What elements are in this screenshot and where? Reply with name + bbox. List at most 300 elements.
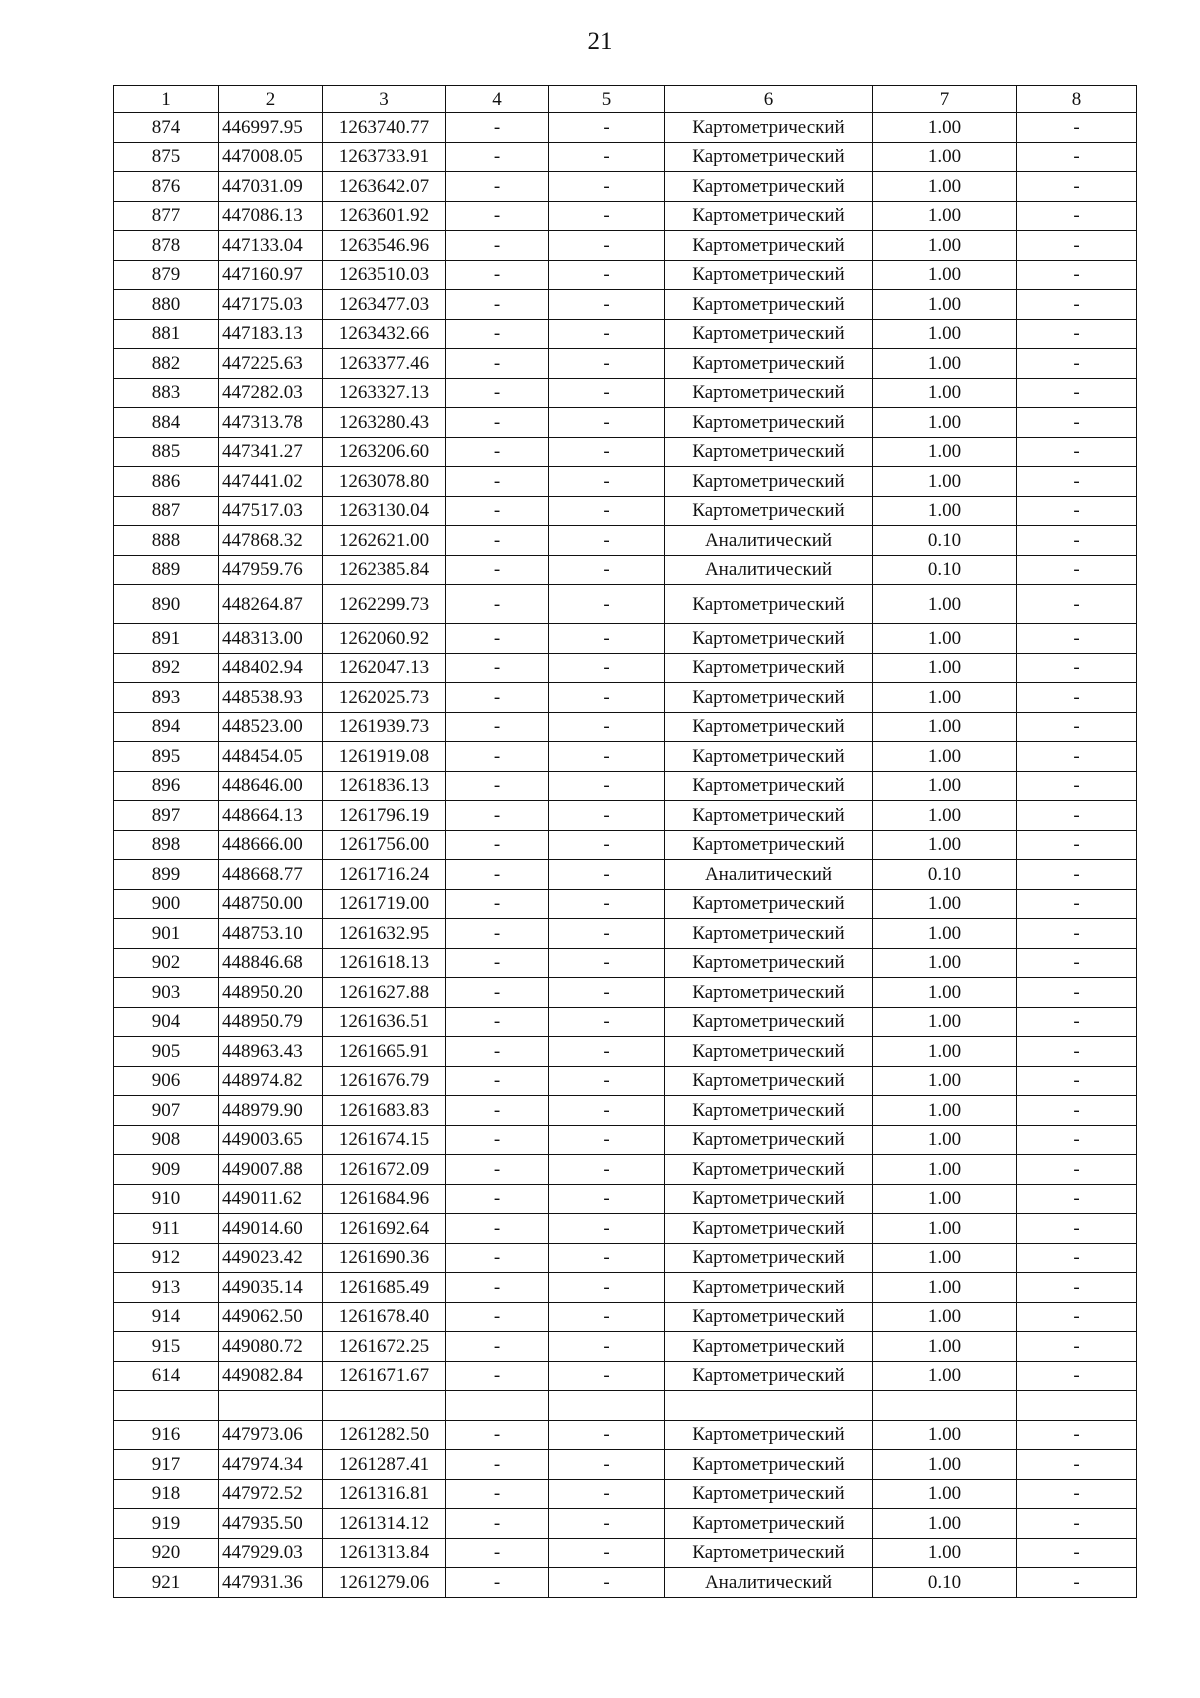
cell-col-4: - (446, 349, 549, 379)
cell-coord-x: 448974.82 (219, 1066, 323, 1096)
cell-col-5: - (549, 349, 665, 379)
table-row (114, 1450, 1137, 1480)
cell-coord-x: 447160.97 (219, 260, 323, 290)
cell-method: Картометрический (665, 1332, 873, 1362)
cell-col-8: - (1017, 142, 1137, 172)
cell-coord-x: 447959.76 (219, 555, 323, 585)
cell-point-number: 891 (114, 624, 219, 654)
cell-coord-x: 448454.05 (219, 742, 323, 772)
cell-col-4: - (446, 1361, 549, 1391)
cell-method: Картометрический (665, 496, 873, 526)
cell-coord-y: 1263601.92 (323, 201, 446, 231)
cell-col-5: - (549, 1007, 665, 1037)
cell-method: Аналитический (665, 526, 873, 556)
cell-col-5: - (549, 201, 665, 231)
cell-coord-x: 448950.79 (219, 1007, 323, 1037)
cell-accuracy: 1.00 (873, 1332, 1017, 1362)
cell-accuracy: 1.00 (873, 378, 1017, 408)
cell-accuracy: 1.00 (873, 1214, 1017, 1244)
cell-coord-x: 446997.95 (219, 113, 323, 143)
cell-col-4: - (446, 555, 549, 585)
cell-col-8: - (1017, 1066, 1137, 1096)
cell-point-number: 896 (114, 771, 219, 801)
cell-col-8: - (1017, 319, 1137, 349)
cell-method: Картометрический (665, 349, 873, 379)
cell-col-4: - (446, 889, 549, 919)
cell-col-8: - (1017, 1037, 1137, 1067)
cell-coord-x: 449023.42 (219, 1243, 323, 1273)
cell-col-5: - (549, 771, 665, 801)
cell-coord-y: 1263078.80 (323, 467, 446, 497)
cell-col-5: - (549, 1420, 665, 1450)
cell-point-number: 879 (114, 260, 219, 290)
table-row (114, 919, 1137, 949)
cell-coord-y: 1263130.04 (323, 496, 446, 526)
cell-coord-x: 447086.13 (219, 201, 323, 231)
cell-col-8: - (1017, 290, 1137, 320)
cell-accuracy: 1.00 (873, 712, 1017, 742)
cell-accuracy: 1.00 (873, 260, 1017, 290)
cell-method: Картометрический (665, 1273, 873, 1303)
cell-coord-x: 448664.13 (219, 801, 323, 831)
cell-col-5: - (549, 1273, 665, 1303)
cell-coord-x: 448313.00 (219, 624, 323, 654)
table-row (114, 172, 1137, 202)
cell-method: Аналитический (665, 860, 873, 890)
cell-accuracy: 1.00 (873, 467, 1017, 497)
cell-col-8: - (1017, 1184, 1137, 1214)
cell-col-4: - (446, 1066, 549, 1096)
cell-point-number: 877 (114, 201, 219, 231)
cell-accuracy: 1.00 (873, 624, 1017, 654)
table-body (114, 113, 1137, 1598)
cell-coord-x: 448402.94 (219, 653, 323, 683)
cell-col-4: - (446, 1420, 549, 1450)
cell-accuracy: 1.00 (873, 172, 1017, 202)
cell-method: Картометрический (665, 653, 873, 683)
cell-col-8: - (1017, 1332, 1137, 1362)
cell-method: Картометрический (665, 319, 873, 349)
cell-coord-x: 447225.63 (219, 349, 323, 379)
cell-col-5: - (549, 1302, 665, 1332)
cell-point-number: 895 (114, 742, 219, 772)
table-row (114, 683, 1137, 713)
cell-col-5: - (549, 1479, 665, 1509)
cell-col-5: - (549, 1450, 665, 1480)
table-row (114, 624, 1137, 654)
cell-coord-y: 1262621.00 (323, 526, 446, 556)
table-row (114, 1420, 1137, 1450)
cell-coord-y: 1261678.40 (323, 1302, 446, 1332)
cell-coord-x: 448666.00 (219, 830, 323, 860)
cell-col-5: - (549, 1509, 665, 1539)
cell-coord-y: 1261636.51 (323, 1007, 446, 1037)
cell-col-8: - (1017, 1125, 1137, 1155)
cell-col-4: - (446, 653, 549, 683)
cell-coord-y: 1261313.84 (323, 1538, 446, 1568)
cell-col-4: - (446, 172, 549, 202)
coordinates-table (113, 85, 1137, 1598)
cell-col-8: - (1017, 1273, 1137, 1303)
table-row (114, 1037, 1137, 1067)
cell-coord-y: 1261919.08 (323, 742, 446, 772)
cell-coord-y: 1261618.13 (323, 948, 446, 978)
cell-method: Картометрический (665, 1184, 873, 1214)
cell-col-4: - (446, 624, 549, 654)
cell-accuracy: 1.00 (873, 319, 1017, 349)
table-row (114, 319, 1137, 349)
cell-method: Картометрический (665, 1214, 873, 1244)
cell-coord-y: 1263432.66 (323, 319, 446, 349)
cell-coord-x: 448750.00 (219, 889, 323, 919)
cell-col-5: - (549, 260, 665, 290)
cell-point-number: 911 (114, 1214, 219, 1244)
cell-col-5: - (549, 1125, 665, 1155)
cell-coord-x: 447031.09 (219, 172, 323, 202)
cell-point-number: 916 (114, 1420, 219, 1450)
table-row (114, 201, 1137, 231)
table-header-row (114, 86, 1137, 113)
table-row (114, 1538, 1137, 1568)
cell-coord-y: 1261692.64 (323, 1214, 446, 1244)
cell-accuracy: 1.00 (873, 113, 1017, 143)
cell-coord-x (219, 1391, 323, 1421)
cell-col-5: - (549, 437, 665, 467)
cell-col-5: - (549, 1214, 665, 1244)
cell-col-4: - (446, 860, 549, 890)
cell-col-5: - (549, 683, 665, 713)
cell-method: Аналитический (665, 1568, 873, 1598)
cell-point-number: 893 (114, 683, 219, 713)
cell-method: Картометрический (665, 771, 873, 801)
cell-col-8: - (1017, 1214, 1137, 1244)
cell-col-4: - (446, 260, 549, 290)
table-row (114, 526, 1137, 556)
cell-col-4: - (446, 771, 549, 801)
cell-col-8: - (1017, 349, 1137, 379)
cell-col-4: - (446, 830, 549, 860)
cell-col-8: - (1017, 201, 1137, 231)
cell-col-4: - (446, 1037, 549, 1067)
cell-coord-y: 1261672.09 (323, 1155, 446, 1185)
table-row (114, 860, 1137, 890)
cell-accuracy: 1.00 (873, 1066, 1017, 1096)
cell-col-8: - (1017, 1538, 1137, 1568)
table-row (114, 1479, 1137, 1509)
cell-coord-y: 1263733.91 (323, 142, 446, 172)
cell-coord-x: 447341.27 (219, 437, 323, 467)
cell-method: Картометрический (665, 889, 873, 919)
cell-coord-x: 448979.90 (219, 1096, 323, 1126)
cell-accuracy: 1.00 (873, 889, 1017, 919)
cell-point-number: 903 (114, 978, 219, 1008)
cell-method: Картометрический (665, 948, 873, 978)
cell-col-5: - (549, 1037, 665, 1067)
column-header-8: 8 (1017, 86, 1137, 113)
cell-method: Картометрический (665, 231, 873, 261)
cell-col-4: - (446, 1509, 549, 1539)
cell-coord-y: 1262299.73 (323, 585, 446, 624)
cell-method: Картометрический (665, 1155, 873, 1185)
cell-col-4: - (446, 231, 549, 261)
cell-method: Картометрический (665, 467, 873, 497)
cell-accuracy: 1.00 (873, 201, 1017, 231)
table-row (114, 1125, 1137, 1155)
cell-method: Картометрический (665, 1450, 873, 1480)
cell-coord-x: 448538.93 (219, 683, 323, 713)
cell-col-4: - (446, 919, 549, 949)
cell-col-4: - (446, 408, 549, 438)
cell-coord-x: 447973.06 (219, 1420, 323, 1450)
cell-method: Картометрический (665, 742, 873, 772)
cell-accuracy: 1.00 (873, 349, 1017, 379)
cell-accuracy: 1.00 (873, 496, 1017, 526)
cell-col-5: - (549, 319, 665, 349)
cell-coord-y: 1263546.96 (323, 231, 446, 261)
cell-col-5: - (549, 1568, 665, 1598)
cell-col-5: - (549, 231, 665, 261)
cell-coord-y: 1261796.19 (323, 801, 446, 831)
cell-point-number: 919 (114, 1509, 219, 1539)
cell-accuracy: 1.00 (873, 1450, 1017, 1480)
cell-coord-x: 447175.03 (219, 290, 323, 320)
cell-col-4: - (446, 290, 549, 320)
cell-accuracy: 1.00 (873, 653, 1017, 683)
cell-method: Картометрический (665, 978, 873, 1008)
cell-col-5: - (549, 624, 665, 654)
cell-coord-y: 1263280.43 (323, 408, 446, 438)
cell-col-8: - (1017, 978, 1137, 1008)
cell-accuracy: 0.10 (873, 860, 1017, 890)
cell-accuracy: 1.00 (873, 1361, 1017, 1391)
cell-col-8 (1017, 1391, 1137, 1421)
cell-col-4: - (446, 585, 549, 624)
cell-col-8: - (1017, 1479, 1137, 1509)
cell-method: Картометрический (665, 624, 873, 654)
table-row (114, 260, 1137, 290)
cell-coord-x: 447929.03 (219, 1538, 323, 1568)
cell-coord-y: 1261716.24 (323, 860, 446, 890)
cell-point-number: 894 (114, 712, 219, 742)
cell-method: Картометрический (665, 585, 873, 624)
cell-coord-y: 1262025.73 (323, 683, 446, 713)
cell-col-4: - (446, 142, 549, 172)
table-row (114, 378, 1137, 408)
cell-point-number: 917 (114, 1450, 219, 1480)
cell-col-5: - (549, 378, 665, 408)
cell-col-8: - (1017, 231, 1137, 261)
cell-point-number: 899 (114, 860, 219, 890)
table-row (114, 830, 1137, 860)
table-row (114, 1096, 1137, 1126)
cell-coord-x: 449007.88 (219, 1155, 323, 1185)
cell-accuracy: 0.10 (873, 555, 1017, 585)
cell-coord-x: 449080.72 (219, 1332, 323, 1362)
cell-point-number: 907 (114, 1096, 219, 1126)
cell-accuracy: 1.00 (873, 1155, 1017, 1185)
cell-accuracy: 1.00 (873, 585, 1017, 624)
cell-point-number: 914 (114, 1302, 219, 1332)
cell-coord-y: 1261684.96 (323, 1184, 446, 1214)
cell-accuracy: 1.00 (873, 1273, 1017, 1303)
cell-col-5: - (549, 860, 665, 890)
table-row (114, 408, 1137, 438)
cell-col-8: - (1017, 1096, 1137, 1126)
cell-method: Картометрический (665, 1007, 873, 1037)
cell-col-5: - (549, 948, 665, 978)
table-row (114, 742, 1137, 772)
cell-col-8: - (1017, 889, 1137, 919)
table-row (114, 1273, 1137, 1303)
cell-method (665, 1391, 873, 1421)
cell-coord-x: 447183.13 (219, 319, 323, 349)
cell-method: Картометрический (665, 1420, 873, 1450)
table-row (114, 142, 1137, 172)
table-row (114, 1302, 1137, 1332)
cell-col-8: - (1017, 1243, 1137, 1273)
cell-col-8: - (1017, 712, 1137, 742)
cell-col-4: - (446, 1302, 549, 1332)
cell-col-8: - (1017, 260, 1137, 290)
cell-point-number: 886 (114, 467, 219, 497)
table-row (114, 653, 1137, 683)
cell-method: Картометрический (665, 1243, 873, 1273)
cell-coord-y: 1261939.73 (323, 712, 446, 742)
cell-col-4: - (446, 742, 549, 772)
cell-col-4: - (446, 1007, 549, 1037)
cell-col-4: - (446, 113, 549, 143)
cell-col-8: - (1017, 467, 1137, 497)
table-row (114, 1007, 1137, 1037)
table-row (114, 555, 1137, 585)
table-row (114, 467, 1137, 497)
cell-point-number: 885 (114, 437, 219, 467)
cell-point-number: 904 (114, 1007, 219, 1037)
cell-col-5: - (549, 889, 665, 919)
cell-coord-y: 1263206.60 (323, 437, 446, 467)
cell-method: Картометрический (665, 1302, 873, 1332)
cell-col-4: - (446, 712, 549, 742)
cell-coord-y: 1261672.25 (323, 1332, 446, 1362)
cell-coord-y: 1261627.88 (323, 978, 446, 1008)
cell-coord-y: 1261719.00 (323, 889, 446, 919)
table-row (114, 712, 1137, 742)
page-number: 21 (587, 28, 613, 55)
cell-method: Картометрический (665, 1361, 873, 1391)
cell-col-4: - (446, 319, 549, 349)
cell-col-8: - (1017, 860, 1137, 890)
cell-method: Картометрический (665, 172, 873, 202)
cell-accuracy: 0.10 (873, 526, 1017, 556)
cell-method: Картометрический (665, 919, 873, 949)
table-row (114, 496, 1137, 526)
cell-method: Картометрический (665, 260, 873, 290)
cell-col-4: - (446, 1096, 549, 1126)
table-row (114, 231, 1137, 261)
cell-point-number: 912 (114, 1243, 219, 1273)
table-row (114, 113, 1137, 143)
cell-accuracy: 1.00 (873, 1243, 1017, 1273)
cell-col-8: - (1017, 742, 1137, 772)
cell-col-4: - (446, 1479, 549, 1509)
cell-col-5: - (549, 1538, 665, 1568)
cell-coord-x: 447935.50 (219, 1509, 323, 1539)
table-row (114, 1066, 1137, 1096)
cell-point-number: 874 (114, 113, 219, 143)
cell-col-5 (549, 1391, 665, 1421)
cell-accuracy: 1.00 (873, 830, 1017, 860)
cell-coord-y: 1263477.03 (323, 290, 446, 320)
cell-coord-y: 1263740.77 (323, 113, 446, 143)
cell-point-number: 915 (114, 1332, 219, 1362)
cell-coord-x: 447517.03 (219, 496, 323, 526)
cell-point-number: 906 (114, 1066, 219, 1096)
cell-col-4: - (446, 1273, 549, 1303)
cell-col-5: - (549, 801, 665, 831)
cell-method: Картометрический (665, 142, 873, 172)
cell-col-4: - (446, 801, 549, 831)
cell-accuracy: 1.00 (873, 1479, 1017, 1509)
cell-point-number: 910 (114, 1184, 219, 1214)
cell-col-8: - (1017, 555, 1137, 585)
cell-coord-y: 1263327.13 (323, 378, 446, 408)
cell-accuracy: 1.00 (873, 290, 1017, 320)
cell-col-5: - (549, 290, 665, 320)
cell-coord-x: 449062.50 (219, 1302, 323, 1332)
cell-point-number: 898 (114, 830, 219, 860)
cell-col-8: - (1017, 1420, 1137, 1450)
cell-coord-y: 1261690.36 (323, 1243, 446, 1273)
cell-point-number: 902 (114, 948, 219, 978)
cell-col-8: - (1017, 1450, 1137, 1480)
cell-col-4: - (446, 1184, 549, 1214)
cell-col-8: - (1017, 1302, 1137, 1332)
cell-col-4: - (446, 378, 549, 408)
cell-method: Картометрический (665, 1096, 873, 1126)
table-row (114, 1391, 1137, 1421)
table-row (114, 1332, 1137, 1362)
cell-col-4: - (446, 1125, 549, 1155)
cell-accuracy: 1.00 (873, 408, 1017, 438)
cell-point-number: 890 (114, 585, 219, 624)
cell-method: Картометрический (665, 201, 873, 231)
cell-accuracy: 1.00 (873, 1125, 1017, 1155)
cell-col-4 (446, 1391, 549, 1421)
cell-point-number: 883 (114, 378, 219, 408)
cell-col-8: - (1017, 919, 1137, 949)
cell-coord-x: 447868.32 (219, 526, 323, 556)
cell-accuracy: 1.00 (873, 683, 1017, 713)
cell-method: Картометрический (665, 378, 873, 408)
column-header-1: 1 (114, 86, 219, 113)
cell-col-4: - (446, 683, 549, 713)
cell-col-5: - (549, 467, 665, 497)
cell-point-number: 878 (114, 231, 219, 261)
table-row (114, 771, 1137, 801)
cell-point-number: 875 (114, 142, 219, 172)
cell-point-number: 909 (114, 1155, 219, 1185)
cell-col-8: - (1017, 1568, 1137, 1598)
cell-coord-x: 449011.62 (219, 1184, 323, 1214)
cell-point-number: 880 (114, 290, 219, 320)
cell-col-8: - (1017, 378, 1137, 408)
cell-point-number: 881 (114, 319, 219, 349)
cell-col-5: - (549, 712, 665, 742)
cell-coord-x: 448753.10 (219, 919, 323, 949)
cell-col-5: - (549, 142, 665, 172)
cell-point-number: 921 (114, 1568, 219, 1598)
cell-col-8: - (1017, 653, 1137, 683)
